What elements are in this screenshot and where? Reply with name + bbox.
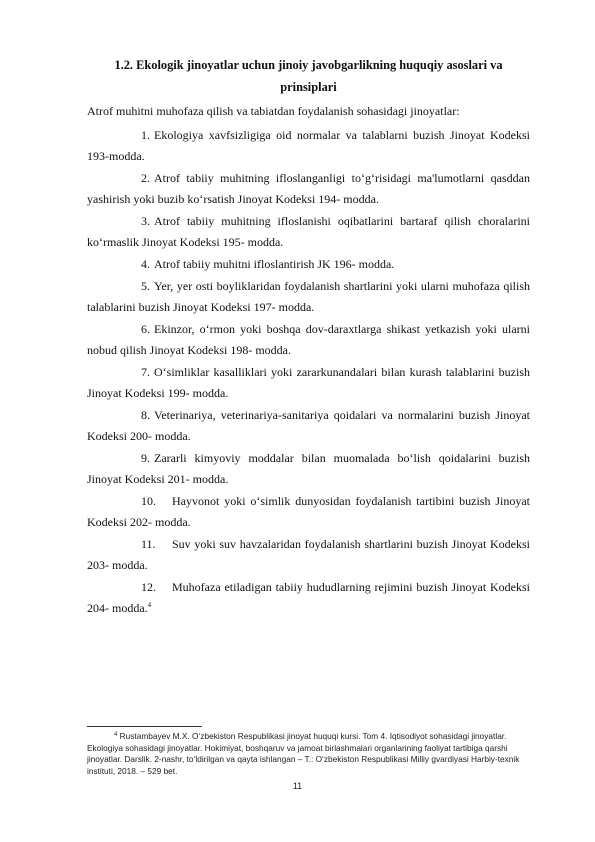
section-heading <box>87 54 530 98</box>
list-item <box>87 319 530 361</box>
list-item-text: Suv yoki suv havzalaridan foydalanish shartlarini buzish Jinoyat Kodeksi 203- modda. <box>87 537 530 572</box>
footnote <box>87 731 527 777</box>
list-item-number: 12. <box>141 580 156 594</box>
list-item-number: 9. <box>141 451 150 465</box>
list-item-number: 3. <box>141 214 150 228</box>
list-item-number: 5. <box>141 279 150 293</box>
list-item <box>87 448 530 490</box>
list-item-text: Atrof tabiiy muhitning ifloslanganligi to‘g‘risidagi ma'lumotlarni qasddan yashirish yoki buzib ko‘rsatish Jinoyat Kodeksi 194- modda. <box>87 171 530 206</box>
footnote-reference[interactable]: 4 <box>147 601 152 609</box>
list-item-number: 4. <box>141 257 150 271</box>
page-number: 11 <box>292 781 303 791</box>
list-item-text: Atrof tabiiy muhitni ifloslantirish JK 196- modda. <box>154 257 395 271</box>
intro-text: Atrof muhitni muhofaza qilish va tabiatdan foydalanish sohasidagi jinoyatlar: <box>87 104 460 118</box>
list-item-text: Yer, yer osti boyliklaridan foydalanish shartlarini yoki ularni muhofaza qilish talablarini buzish Jinoyat Kodeksi 197- modda. <box>87 279 530 314</box>
list-item <box>87 276 530 318</box>
list-item <box>87 168 530 210</box>
list-item-number: 11. <box>141 537 156 551</box>
list-item-number: 8. <box>141 408 150 422</box>
list-item <box>87 491 530 533</box>
list-item-text: Muhofaza etiladigan tabiiy hududlarning rejimini buzish Jinoyat Kodeksi 204- modda. <box>87 580 530 615</box>
heading-line-1: 1.2. Ekologik jinoyatlar uchun jinoiy javobgarlikning huquqiy asoslari va <box>114 58 503 72</box>
footnote-divider <box>87 726 202 727</box>
list-item <box>87 254 530 275</box>
crime-list <box>87 125 530 619</box>
footnote-marker: 4 <box>114 732 118 738</box>
heading-line-2: prinsiplari <box>280 80 337 94</box>
list-item-number: 7. <box>141 365 150 379</box>
document-body <box>87 54 530 620</box>
list-item-text: Ekologiya xavfsizligiga oid normalar va talablarni buzish Jinoyat Kodeksi 193-modda. <box>87 128 530 163</box>
list-item-number: 1. <box>141 128 150 142</box>
list-item-text: Veterinariya, veterinariya-sanitariya qoidalari va normalarini buzish Jinoyat Kodeksi 200- modda. <box>87 408 530 443</box>
list-item <box>87 577 530 619</box>
list-item <box>87 362 530 404</box>
list-item-text: Atrof tabiiy muhitning ifloslanishi oqibatlarini bartaraf qilish choralarini ko‘rmaslik Jinoyat Kodeksi 195- modda. <box>87 214 530 249</box>
list-item-text: Zararli kimyoviy moddalar bilan muomalada bo‘lish qoidalarini buzish Jinoyat Kodeksi 201- modda. <box>87 451 530 486</box>
list-item-text: Ekinzor, o‘rmon yoki boshqa dov-daraxtlarga shikast yetkazish yoki ularni nobud qilish Jinoyat Kodeksi 198- modda. <box>87 322 530 357</box>
list-item <box>87 211 530 253</box>
list-item-number: 2. <box>141 171 150 185</box>
list-item-text: O‘simliklar kasalliklari yoki zararkunandalari bilan kurash talablarini buzish Jinoyat Kodeksi 199- modda. <box>87 365 530 400</box>
footnote-text: Rustambayev M.X. O‘zbekiston Respublikasi jinoyat huquqi kursi. Tom 4. Iqtisodiyot sohasidagi jinoyatlar. Ekologiya sohasidagi jinoyatlar. Hokimiyat, boshqaruv va jamoat birlashmalari organlarining faoliyat tartibiga qarshi jinoyatlar. Darslik. 2-nashr, to‘ldirilgan va qayta ishlangan – T.: O‘zbekiston Respublikasi Milliy gvardiyasi Harbiy-texnik instituti, 2018. – 529 bet. <box>87 731 520 776</box>
list-item <box>87 405 530 447</box>
list-item-number: 10. <box>141 494 156 508</box>
list-item-number: 6. <box>141 322 150 336</box>
list-item <box>87 534 530 576</box>
list-item-text: Hayvonot yoki o‘simlik dunyosidan foydalanish tartibini buzish Jinoyat Kodeksi 202- modda. <box>87 494 530 529</box>
list-item <box>87 125 530 167</box>
